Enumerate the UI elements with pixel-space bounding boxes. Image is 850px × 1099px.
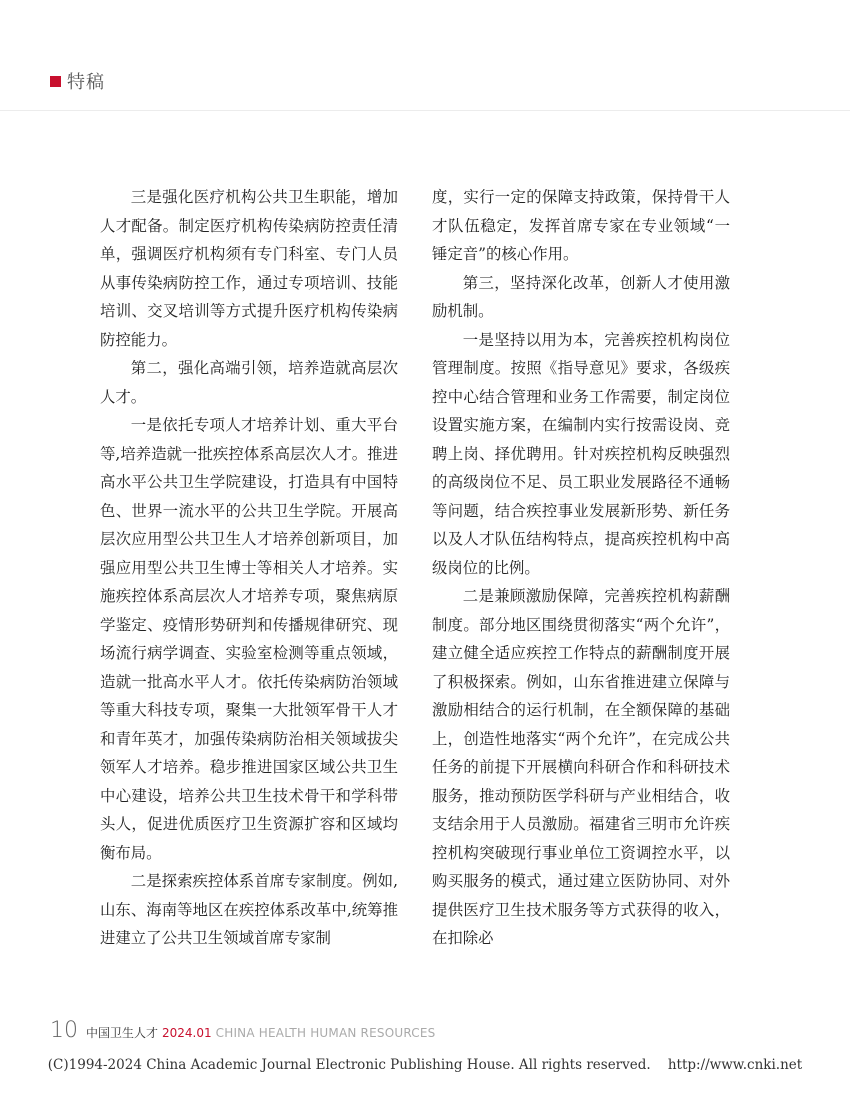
issue-number: 2024.01 — [162, 1026, 212, 1040]
left-column — [100, 183, 398, 953]
paragraph: 二是兼顾激励保障，完善疾控机构薪酬制度。部分地区围绕贯彻落实“两个允许”，建立健全适应疾控工作特点的薪酬制度开展了积极探索。例如，山东省推进建立保障与激励相结合的运行机制，在全额保障的基础上，创造性地落实“两个允许”，在完成公共任务的前提下开展横向科研合作和科研技术服务，推动预防医学科研与产业相结合，收支结余用于人员激励。福建省三明市允许疾控机构突破现行事业单位工资调控水平，以购买服务的模式，通过建立医防协同、对外提供医疗卫生技术服务等方式获得的收入，在扣除必 — [432, 587, 730, 947]
header-divider — [0, 110, 850, 111]
paragraph: 第二，强化高端引领，培养造就高层次人才。 — [100, 359, 398, 406]
page-footer — [50, 1018, 435, 1043]
section-title: 特稿 — [67, 72, 105, 93]
paragraph: 三是强化医疗机构公共卫生职能，增加人才配备。制定医疗机构传染病防控责任清单，强调医疗机构须有专门科室、专门人员从事传染病防控工作，通过专项培训、技能培训、交叉培训等方式提升医疗机构传染病防控能力。 — [100, 188, 398, 349]
paragraph-continuation: 度，实行一定的保障支持政策，保持骨干人才队伍稳定，发挥首席专家在专业领域“一锤定音”的核心作用。 — [432, 188, 730, 263]
section-marker-icon — [50, 76, 61, 87]
magazine-name: 中国卫生人才 — [86, 1026, 159, 1040]
copyright-notice: (C)1994-2024 China Academic Journal Electronic Publishing House. All rights reserved. http://www.cnki.net — [47, 1057, 803, 1073]
right-column — [432, 183, 730, 953]
paragraph: 一是依托专项人才培养计划、重大平台等,培养造就一批疾控体系高层次人才。推进高水平公共卫生学院建设，打造具有中国特色、世界一流水平的公共卫生学院。开展高层次应用型公共卫生人才培养创新项目，加强应用型公共卫生博士等相关人才培养。实施疾控体系高层次人才培养专项，聚焦病原学鉴定、疫情形势研判和传播规律研究、现场流行病学调查、实验室检测等重点领域，造就一批高水平人才。依托传染病防治领域等重大科技专项，聚集一大批领军骨干人才和青年英才，加强传染病防治相关领域拔尖领军人才培养。稳步推进国家区域公共卫生中心建设，培养公共卫生技术骨干和学科带头人，促进优质医疗卫生资源扩容和区域均衡布局。 — [100, 416, 398, 862]
magazine-english-name: CHINA HEALTH HUMAN RESOURCES — [215, 1026, 436, 1040]
section-header — [50, 66, 105, 96]
paragraph: 第三，坚持深化改革，创新人才使用激励机制。 — [432, 273, 730, 320]
paragraph: 一是坚持以用为本，完善疾控机构岗位管理制度。按照《指导意见》要求，各级疾控中心结合管理和业务工作需要，制定岗位设置实施方案，在编制内实行按需设岗、竞聘上岗、择优聘用。针对疾控机构反映强烈的高级岗位不足、员工职业发展路径不通畅等问题，结合疾控事业发展新形势、新任务以及人才队伍结构特点，提高疾控机构中高级岗位的比例。 — [432, 330, 730, 577]
page-number: 10 — [50, 1018, 78, 1043]
paragraph: 二是探索疾控体系首席专家制度。例如,山东、海南等地区在疾控体系改革中,统筹推进建立了公共卫生领域首席专家制 — [100, 872, 398, 947]
